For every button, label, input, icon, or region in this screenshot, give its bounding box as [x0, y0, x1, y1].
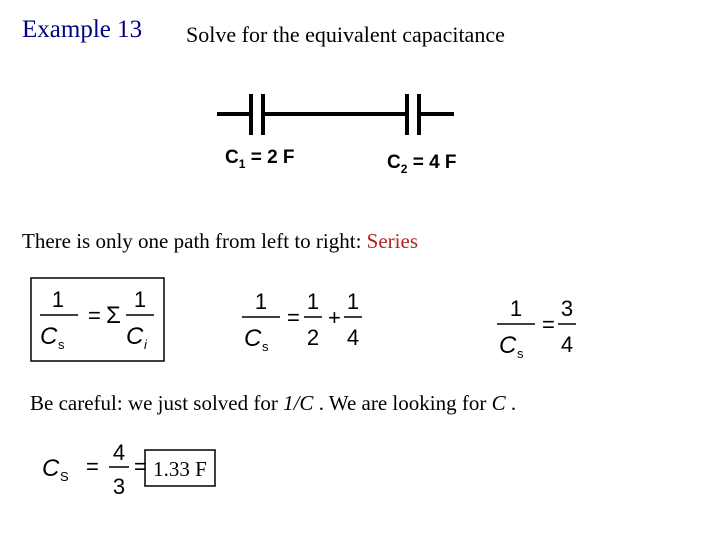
series-statement-text: There is only one path from left to right: [22, 229, 367, 253]
numerator-2: 1 [346, 289, 360, 314]
ci-subscript: i [144, 337, 147, 352]
formula-result-reciprocal [493, 290, 583, 368]
numerator-left: 1 [51, 287, 65, 312]
series-circuit-diagram [0, 0, 720, 200]
denominator: 4 [560, 332, 574, 357]
cs-symbol: C [499, 332, 517, 359]
page-title: Example 13 [22, 16, 143, 43]
equals-sign: = [542, 312, 555, 337]
numerator-right: 1 [133, 287, 147, 312]
careful-note-suffix: . [505, 391, 517, 415]
series-statement [22, 229, 418, 254]
cs-subscript: S [60, 469, 69, 484]
careful-note [30, 391, 516, 416]
careful-note-prefix: Be careful: we just solved for [30, 391, 284, 415]
numerator: 4 [112, 440, 126, 465]
equals-sign: = [287, 305, 300, 330]
equals-sign: = [86, 454, 99, 479]
cs-subscript: s [262, 339, 269, 354]
series-keyword: Series [366, 229, 418, 253]
denominator-2: 4 [346, 325, 360, 350]
numerator-cs: 1 [254, 289, 268, 314]
plus-sign: + [328, 305, 341, 330]
formula-substitution [238, 283, 368, 361]
ci-symbol: C [126, 323, 144, 350]
cs-symbol: C [40, 323, 58, 350]
denominator: 3 [112, 474, 126, 499]
denominator-1: 2 [306, 325, 320, 350]
equals-sign: = [88, 303, 101, 328]
formula-series-general [30, 277, 165, 362]
cs-symbol: C [42, 455, 60, 482]
formula-final-answer [40, 438, 220, 500]
sigma-symbol: Σ [106, 302, 121, 329]
capacitor-2-label: $C_2 = 4$ F [387, 152, 457, 176]
cs-symbol: C [244, 325, 262, 352]
equals-sign-2: = [134, 454, 147, 479]
numerator-1: 1 [306, 289, 320, 314]
capacitor-1-label: $C_1 = 2$ F [225, 147, 295, 171]
cs-subscript: s [517, 346, 524, 361]
careful-note-middle: . We are looking for [313, 391, 492, 415]
reciprocal-expression: 1/C [283, 391, 314, 415]
numerator-cs: 1 [509, 296, 523, 321]
page-subtitle: Solve for the equivalent capacitance [186, 22, 505, 47]
target-variable: C [491, 391, 506, 415]
cs-subscript: s [58, 337, 65, 352]
numerator: 3 [560, 296, 574, 321]
answer-value: 1.33 F [153, 457, 207, 481]
